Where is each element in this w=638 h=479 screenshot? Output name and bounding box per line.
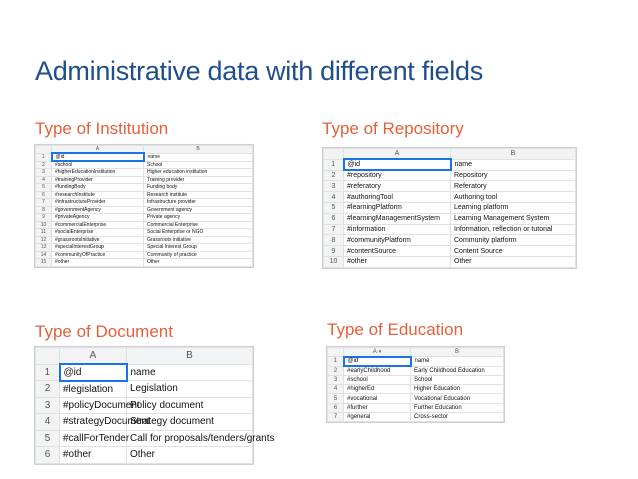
name-cell[interactable]: Community of practice	[144, 251, 253, 259]
row-number-cell[interactable]: 11	[36, 229, 52, 237]
id-cell[interactable]: #learningManagementSystem	[344, 213, 451, 224]
name-cell[interactable]: Cross-sector	[411, 413, 504, 422]
id-cell[interactable]: #strategyDocument	[60, 414, 127, 431]
row-number-cell[interactable]: 7	[328, 413, 344, 422]
column-header-b[interactable]: B	[451, 149, 576, 160]
name-cell[interactable]: name	[127, 364, 253, 381]
name-cell[interactable]: Content Source	[451, 246, 576, 257]
table-row	[328, 385, 504, 394]
id-cell[interactable]: #learningPlatform	[344, 202, 451, 213]
id-cell[interactable]: #information	[344, 224, 451, 235]
name-cell[interactable]: School	[411, 375, 504, 384]
row-number-cell[interactable]: 10	[36, 221, 52, 229]
table-row	[324, 213, 576, 224]
row-number-cell[interactable]: 9	[324, 246, 344, 257]
table-row	[324, 224, 576, 235]
table-row	[328, 366, 504, 375]
id-cell[interactable]: @id	[344, 357, 411, 366]
name-cell[interactable]: Community platform	[451, 235, 576, 246]
table-row	[324, 192, 576, 203]
id-cell[interactable]: #callForTender	[60, 430, 127, 447]
table-row	[36, 251, 253, 259]
table-row	[324, 181, 576, 192]
name-cell[interactable]: Learning platform	[451, 202, 576, 213]
row-number-cell[interactable]: 3	[36, 397, 60, 414]
table-row	[324, 170, 576, 181]
spreadsheet-institution[interactable]	[34, 144, 254, 268]
column-menu-icon[interactable]: ▾	[378, 348, 382, 355]
name-cell[interactable]: Research institute	[144, 191, 253, 199]
table-row	[328, 413, 504, 422]
table-row	[36, 229, 253, 237]
section-title-institution: Type of Institution	[35, 119, 169, 138]
row-number-cell[interactable]: 7	[36, 199, 52, 207]
column-header-a[interactable]: A	[344, 149, 451, 160]
name-cell[interactable]: Other	[451, 256, 576, 267]
id-cell[interactable]: #further	[344, 403, 411, 412]
id-cell[interactable]: #infrastructureProvider	[52, 199, 144, 207]
row-number-cell[interactable]: 3	[36, 169, 52, 177]
column-header-a[interactable]: A	[52, 146, 144, 154]
name-cell[interactable]: Training provider	[144, 176, 253, 184]
name-cell[interactable]: Grassroots initiative	[144, 236, 253, 244]
table-row	[36, 430, 253, 447]
row-number-cell[interactable]: 7	[324, 224, 344, 235]
table-row	[36, 381, 253, 398]
row-number-cell[interactable]: 6	[36, 191, 52, 199]
name-cell[interactable]: Call for proposals/tenders/grants	[127, 430, 253, 447]
name-cell[interactable]: Authoring tool	[451, 192, 576, 203]
table-row	[328, 403, 504, 412]
table-row	[36, 397, 253, 414]
name-cell[interactable]: name	[451, 159, 576, 170]
id-cell[interactable]: #communityPlatform	[344, 235, 451, 246]
table-row	[328, 394, 504, 403]
section-title-education: Type of Education	[327, 320, 464, 339]
corner-cell[interactable]	[328, 348, 344, 357]
id-cell[interactable]: #school	[344, 375, 411, 384]
table-row	[36, 161, 253, 169]
name-cell[interactable]: Social Enterprise or NGO	[144, 229, 253, 237]
id-cell[interactable]: #legislation	[60, 381, 127, 398]
row-number-cell[interactable]: 1	[328, 357, 344, 366]
column-header-a[interactable]: A ▾	[344, 348, 411, 357]
table-row	[36, 414, 253, 431]
row-number-cell[interactable]: 4	[36, 414, 60, 431]
name-cell[interactable]: Vocational Education	[411, 394, 504, 403]
table-row	[36, 153, 253, 161]
name-cell[interactable]: Strategy document	[127, 414, 253, 431]
spreadsheet-education[interactable]	[326, 346, 505, 423]
row-number-cell[interactable]: 14	[36, 251, 52, 259]
name-cell[interactable]: Funding body	[144, 184, 253, 192]
table-row	[324, 256, 576, 267]
name-cell[interactable]: Private agency	[144, 214, 253, 222]
table-row	[36, 176, 253, 184]
column-header-b[interactable]: B	[144, 146, 253, 154]
column-header-b[interactable]: B	[127, 348, 253, 365]
corner-cell[interactable]	[36, 348, 60, 365]
row-number-cell[interactable]: 3	[328, 375, 344, 384]
name-cell[interactable]: Legislation	[127, 381, 253, 398]
id-cell[interactable]: #commercialEnterprise	[52, 221, 144, 229]
id-cell[interactable]: #socialEnterprise	[52, 229, 144, 237]
row-number-cell[interactable]: 2	[36, 161, 52, 169]
name-cell[interactable]: Further Education	[411, 403, 504, 412]
table-row	[36, 214, 253, 222]
id-cell[interactable]: #general	[344, 413, 411, 422]
name-cell[interactable]: Policy document	[127, 397, 253, 414]
table-row	[328, 375, 504, 384]
name-cell[interactable]: Information, reflection or tutorial	[451, 224, 576, 235]
table-row	[36, 447, 253, 464]
row-number-cell[interactable]: 6	[36, 447, 60, 464]
grid-repository	[323, 148, 576, 268]
name-cell[interactable]: Higher Education	[411, 385, 504, 394]
name-cell[interactable]: Commercial Enterprise	[144, 221, 253, 229]
id-cell[interactable]: #other	[52, 259, 144, 267]
row-number-cell[interactable]: 4	[328, 385, 344, 394]
name-cell[interactable]: Other	[144, 259, 253, 267]
name-cell[interactable]: Other	[127, 447, 253, 464]
column-header-a[interactable]: A	[60, 348, 127, 365]
row-number-cell[interactable]: 5	[328, 394, 344, 403]
column-header-b[interactable]: B	[411, 348, 504, 357]
id-cell[interactable]: #higherEd	[344, 385, 411, 394]
name-cell[interactable]: Learning Management System	[451, 213, 576, 224]
table-row	[36, 184, 253, 192]
name-cell[interactable]: School	[144, 161, 253, 169]
name-cell[interactable]: name	[411, 357, 504, 366]
row-number-cell[interactable]: 13	[36, 244, 52, 252]
table-row	[36, 199, 253, 207]
id-cell[interactable]: #fundingBody	[52, 184, 144, 192]
row-number-cell[interactable]: 5	[324, 202, 344, 213]
row-number-cell[interactable]: 12	[36, 236, 52, 244]
id-cell[interactable]: #specialInterestGroup	[52, 244, 144, 252]
id-cell[interactable]: #contentSource	[344, 246, 451, 257]
id-cell[interactable]: #privateAgency	[52, 214, 144, 222]
row-number-cell[interactable]: 4	[324, 192, 344, 203]
table-row	[324, 159, 576, 170]
name-cell[interactable]: Higher education institution	[144, 169, 253, 177]
row-number-cell[interactable]: 6	[324, 213, 344, 224]
table-row	[36, 206, 253, 214]
table-row	[328, 357, 504, 366]
spreadsheet-document[interactable]	[34, 346, 275, 465]
id-cell[interactable]: @id	[60, 364, 127, 381]
row-number-cell[interactable]: 3	[324, 181, 344, 192]
table-row	[36, 191, 253, 199]
row-number-cell[interactable]: 9	[36, 214, 52, 222]
section-title-document: Type of Document	[35, 322, 173, 341]
table-row	[36, 236, 253, 244]
id-cell[interactable]: #repository	[344, 170, 451, 181]
name-cell[interactable]: Government agency	[144, 206, 253, 214]
id-cell[interactable]: #earlyChildhood	[344, 366, 411, 375]
grid-institution	[35, 145, 253, 267]
row-number-cell[interactable]: 10	[324, 256, 344, 267]
table-row	[36, 169, 253, 177]
row-number-cell[interactable]: 2	[328, 366, 344, 375]
id-cell[interactable]: #authoringTool	[344, 192, 451, 203]
table-row	[324, 246, 576, 257]
corner-cell[interactable]	[324, 149, 344, 160]
id-cell[interactable]: #higherEducationInstitution	[52, 169, 144, 177]
row-number-cell[interactable]: 5	[36, 430, 60, 447]
row-number-cell[interactable]: 2	[324, 170, 344, 181]
id-cell[interactable]: #school	[52, 161, 144, 169]
id-cell[interactable]: #governmentAgency	[52, 206, 144, 214]
spreadsheet-repository[interactable]	[322, 147, 577, 269]
table-row	[36, 259, 253, 267]
corner-cell[interactable]	[36, 146, 52, 154]
row-number-cell[interactable]: 1	[324, 159, 344, 170]
name-cell[interactable]: Special Interest Group	[144, 244, 253, 252]
id-cell[interactable]: #referatory	[344, 181, 451, 192]
id-cell[interactable]: #communityOfPractice	[52, 251, 144, 259]
row-number-cell[interactable]: 5	[36, 184, 52, 192]
row-number-cell[interactable]: 6	[328, 403, 344, 412]
name-cell[interactable]: Referatory	[451, 181, 576, 192]
id-cell[interactable]: #policyDocument	[60, 397, 127, 414]
row-number-cell[interactable]: 4	[36, 176, 52, 184]
table-row	[324, 235, 576, 246]
name-cell[interactable]: name	[144, 153, 253, 161]
row-number-cell[interactable]: 8	[36, 206, 52, 214]
table-row	[36, 364, 253, 381]
id-cell[interactable]: @id	[52, 153, 144, 161]
id-cell[interactable]: #other	[60, 447, 127, 464]
id-cell[interactable]: #researchInstitute	[52, 191, 144, 199]
id-cell[interactable]: @id	[344, 159, 451, 170]
grid-education	[327, 347, 504, 422]
slide-title: Administrative data with different fields	[35, 56, 483, 86]
row-number-cell[interactable]: 15	[36, 259, 52, 267]
name-cell[interactable]: Repository	[451, 170, 576, 181]
id-cell[interactable]: #grassrootsInitiative	[52, 236, 144, 244]
table-row	[324, 202, 576, 213]
id-cell[interactable]: #other	[344, 256, 451, 267]
row-number-cell[interactable]: 1	[36, 153, 52, 161]
row-number-cell[interactable]: 8	[324, 235, 344, 246]
name-cell[interactable]: Early Childhood Education	[411, 366, 504, 375]
section-title-repository: Type of Repository	[322, 119, 464, 138]
table-row	[36, 221, 253, 229]
id-cell[interactable]: #trainingProvider	[52, 176, 144, 184]
row-number-cell[interactable]: 1	[36, 364, 60, 381]
table-row	[36, 244, 253, 252]
name-cell[interactable]: Infrastructure provider	[144, 199, 253, 207]
id-cell[interactable]: #vocational	[344, 394, 411, 403]
row-number-cell[interactable]: 2	[36, 381, 60, 398]
grid-document	[35, 347, 275, 464]
